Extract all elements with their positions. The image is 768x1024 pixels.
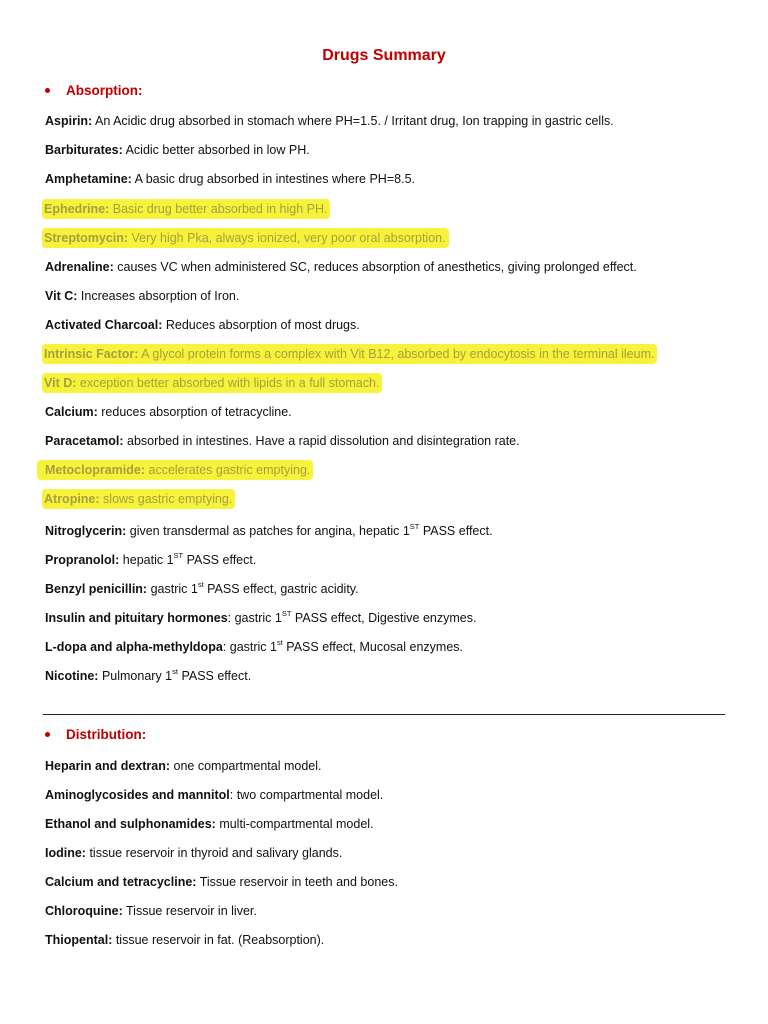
entry-adrenaline: Adrenaline: causes VC when administered SC, reduces absorption of anesthetics, giving prolonged effect.	[45, 260, 637, 274]
entry-calcium: Calcium: reduces absorption of tetracycline.	[45, 405, 292, 419]
entry-paracetamol: Paracetamol: absorbed in intestines. Have a rapid dissolution and disintegration rate.	[45, 434, 520, 448]
entry-propranolol: Propranolol: hepatic 1ST PASS effect.	[45, 551, 257, 568]
entry-heparin: Heparin and dextran: one compartmental model.	[45, 759, 322, 773]
entry-l-dopa: L-dopa and alpha-methyldopa: gastric 1st PASS effect, Mucosal enzymes.	[45, 638, 463, 655]
entry-metoclopramide-highlighted: Metoclopramide: accelerates gastric emptying.	[37, 460, 313, 480]
entry-intrinsic-factor-highlighted: Intrinsic Factor: A glycol protein forms a complex with Vit B12, absorbed by endocytosis in the terminal ileum.	[42, 344, 657, 364]
entry-ethanol: Ethanol and sulphonamides: multi-compartmental model.	[45, 817, 374, 831]
bullet-icon	[45, 732, 50, 737]
absorption-heading	[45, 83, 143, 98]
absorption-heading-text: Absorption:	[66, 83, 143, 98]
entry-benzyl-penicillin: Benzyl penicillin: gastric 1st PASS effect, gastric acidity.	[45, 580, 359, 597]
entry-aminoglycosides: Aminoglycosides and mannitol: two compartmental model.	[45, 788, 384, 802]
entry-vit-d-highlighted: Vit D: exception better absorbed with lipids in a full stomach.	[42, 373, 382, 393]
section-divider	[43, 714, 725, 715]
entry-chloroquine: Chloroquine: Tissue reservoir in liver.	[45, 904, 257, 918]
entry-iodine: Iodine: tissue reservoir in thyroid and salivary glands.	[45, 846, 343, 860]
distribution-heading	[45, 727, 146, 742]
entry-thiopental: Thiopental: tissue reservoir in fat. (Reabsorption).	[45, 933, 325, 947]
entry-nitroglycerin: Nitroglycerin: given transdermal as patches for angina, hepatic 1ST PASS effect.	[45, 522, 493, 539]
distribution-heading-text: Distribution:	[66, 727, 147, 742]
entry-atropine-highlighted: Atropine: slows gastric emptying.	[42, 489, 235, 509]
entry-amphetamine: Amphetamine: A basic drug absorbed in intestines where PH=8.5.	[45, 172, 415, 186]
entry-barbiturates: Barbiturates: Acidic better absorbed in low PH.	[45, 143, 310, 157]
entry-streptomycin-highlighted: Streptomycin: Very high Pka, always ionized, very poor oral absorption.	[42, 228, 449, 248]
entry-calcium-tetracycline: Calcium and tetracycline: Tissue reservoir in teeth and bones.	[45, 875, 398, 889]
entry-insulin: Insulin and pituitary hormones: gastric 1ST PASS effect, Digestive enzymes.	[45, 609, 477, 626]
entry-activated-charcoal: Activated Charcoal: Reduces absorption of most drugs.	[45, 318, 360, 332]
entry-aspirin: Aspirin: An Acidic drug absorbed in stomach where PH=1.5. / Irritant drug, Ion trapping in gastric cells.	[45, 114, 614, 128]
entry-ephedrine-highlighted: Ephedrine: Basic drug better absorbed in high PH.	[42, 199, 330, 219]
bullet-icon	[45, 88, 50, 93]
entry-nicotine: Nicotine: Pulmonary 1st PASS effect.	[45, 667, 252, 684]
entry-vit-c: Vit C: Increases absorption of Iron.	[45, 289, 240, 303]
page-title: Drugs Summary	[322, 47, 446, 64]
